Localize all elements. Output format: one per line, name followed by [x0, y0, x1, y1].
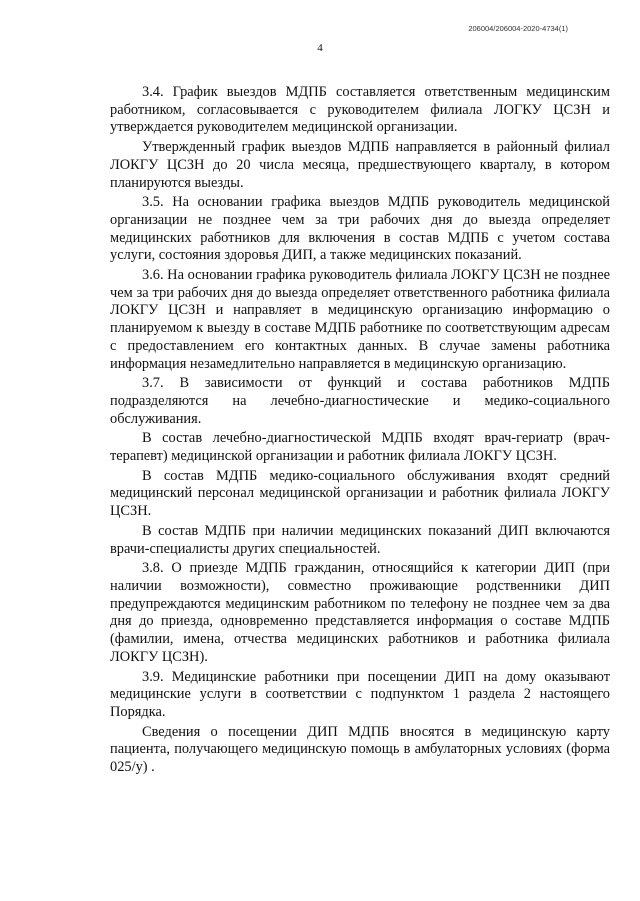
paragraph-3-7: 3.7. В зависимости от функций и состава работников МДПБ подразделяются на лечебно-диагностические и медико-социального обслуживания. — [110, 375, 610, 427]
document-body — [110, 84, 610, 779]
paragraph-specialists: В состав МДПБ при наличии медицинских показаний ДИП включаются врачи-специалисты других специальностей. — [110, 522, 610, 557]
paragraph-3-6: 3.6. На основании графика руководитель филиала ЛОКГУ ЦСЗН не позднее чем за три рабочих дня до выезда определяет ответственного работника филиала ЛОКГУ ЦСЗН и направляет в медицинскую организацию информацию о планируемом к выезду в составе МДПБ работнике по соответствующим адресам с предоставлением его контактных данных. В случае замены работника информация незамедлительно направляется в медицинскую организацию. — [110, 267, 610, 372]
paragraph-3-9: 3.9. Медицинские работники при посещении ДИП на дому оказывают медицинские услуги в соответствии с подпунктом 1 раздела 2 настоящего Порядка. — [110, 668, 610, 720]
paragraph-social-team: В состав МДПБ медико-социального обслуживания входят средний медицинский персонал медицинской организации и работник филиала ЛОКГУ ЦСЗН. — [110, 467, 610, 520]
paragraph-diagnostic-team: В состав лечебно-диагностической МДПБ входят врач-гериатр (врач-терапевт) медицинской организации и работник филиала ЛОКГУ ЦСЗН. — [110, 430, 610, 465]
document-code: 206004/206004-2020-4734(1) — [468, 24, 568, 33]
paragraph-3-5: 3.5. На основании графика выездов МДПБ руководитель медицинской организации не позднее чем за три рабочих дня до выезда определяет медицинских работников для включения в состав МДПБ с учетом состава услуги, состояния здоровья ДИП, а также медицинских показаний. — [110, 194, 610, 264]
page-number: 4 — [317, 42, 323, 54]
paragraph-3-4: 3.4. График выездов МДПБ составляется ответственным медицинским работником, согласовывается с руководителем филиала ЛОГКУ ЦСЗН и утверждается руководителем медицинской организации. — [110, 84, 610, 136]
paragraph-visit-records: Сведения о посещении ДИП МДПБ вносятся в медицинскую карту пациента, получающего медицинскую помощь в амбулаторных условиях (форма 025/у) . — [110, 723, 610, 776]
paragraph-schedule-approval: Утвержденный график выездов МДПБ направляется в районный филиал ЛОКГУ ЦСЗН до 20 числа месяца, предшествующего кварталу, в котором планируются выезды. — [110, 139, 610, 191]
paragraph-3-8: 3.8. О приезде МДПБ гражданин, относящийся к категории ДИП (при наличии возможности), совместно проживающие родственники ДИП предупреждаются медицинским работником по телефону не позднее чем за два дня до приезда, одновременно представляется информация о составе МДПБ (фамилии, имена, отчества медицинских работников и работника филиала ЛОКГУ ЦСЗН). — [110, 560, 610, 665]
